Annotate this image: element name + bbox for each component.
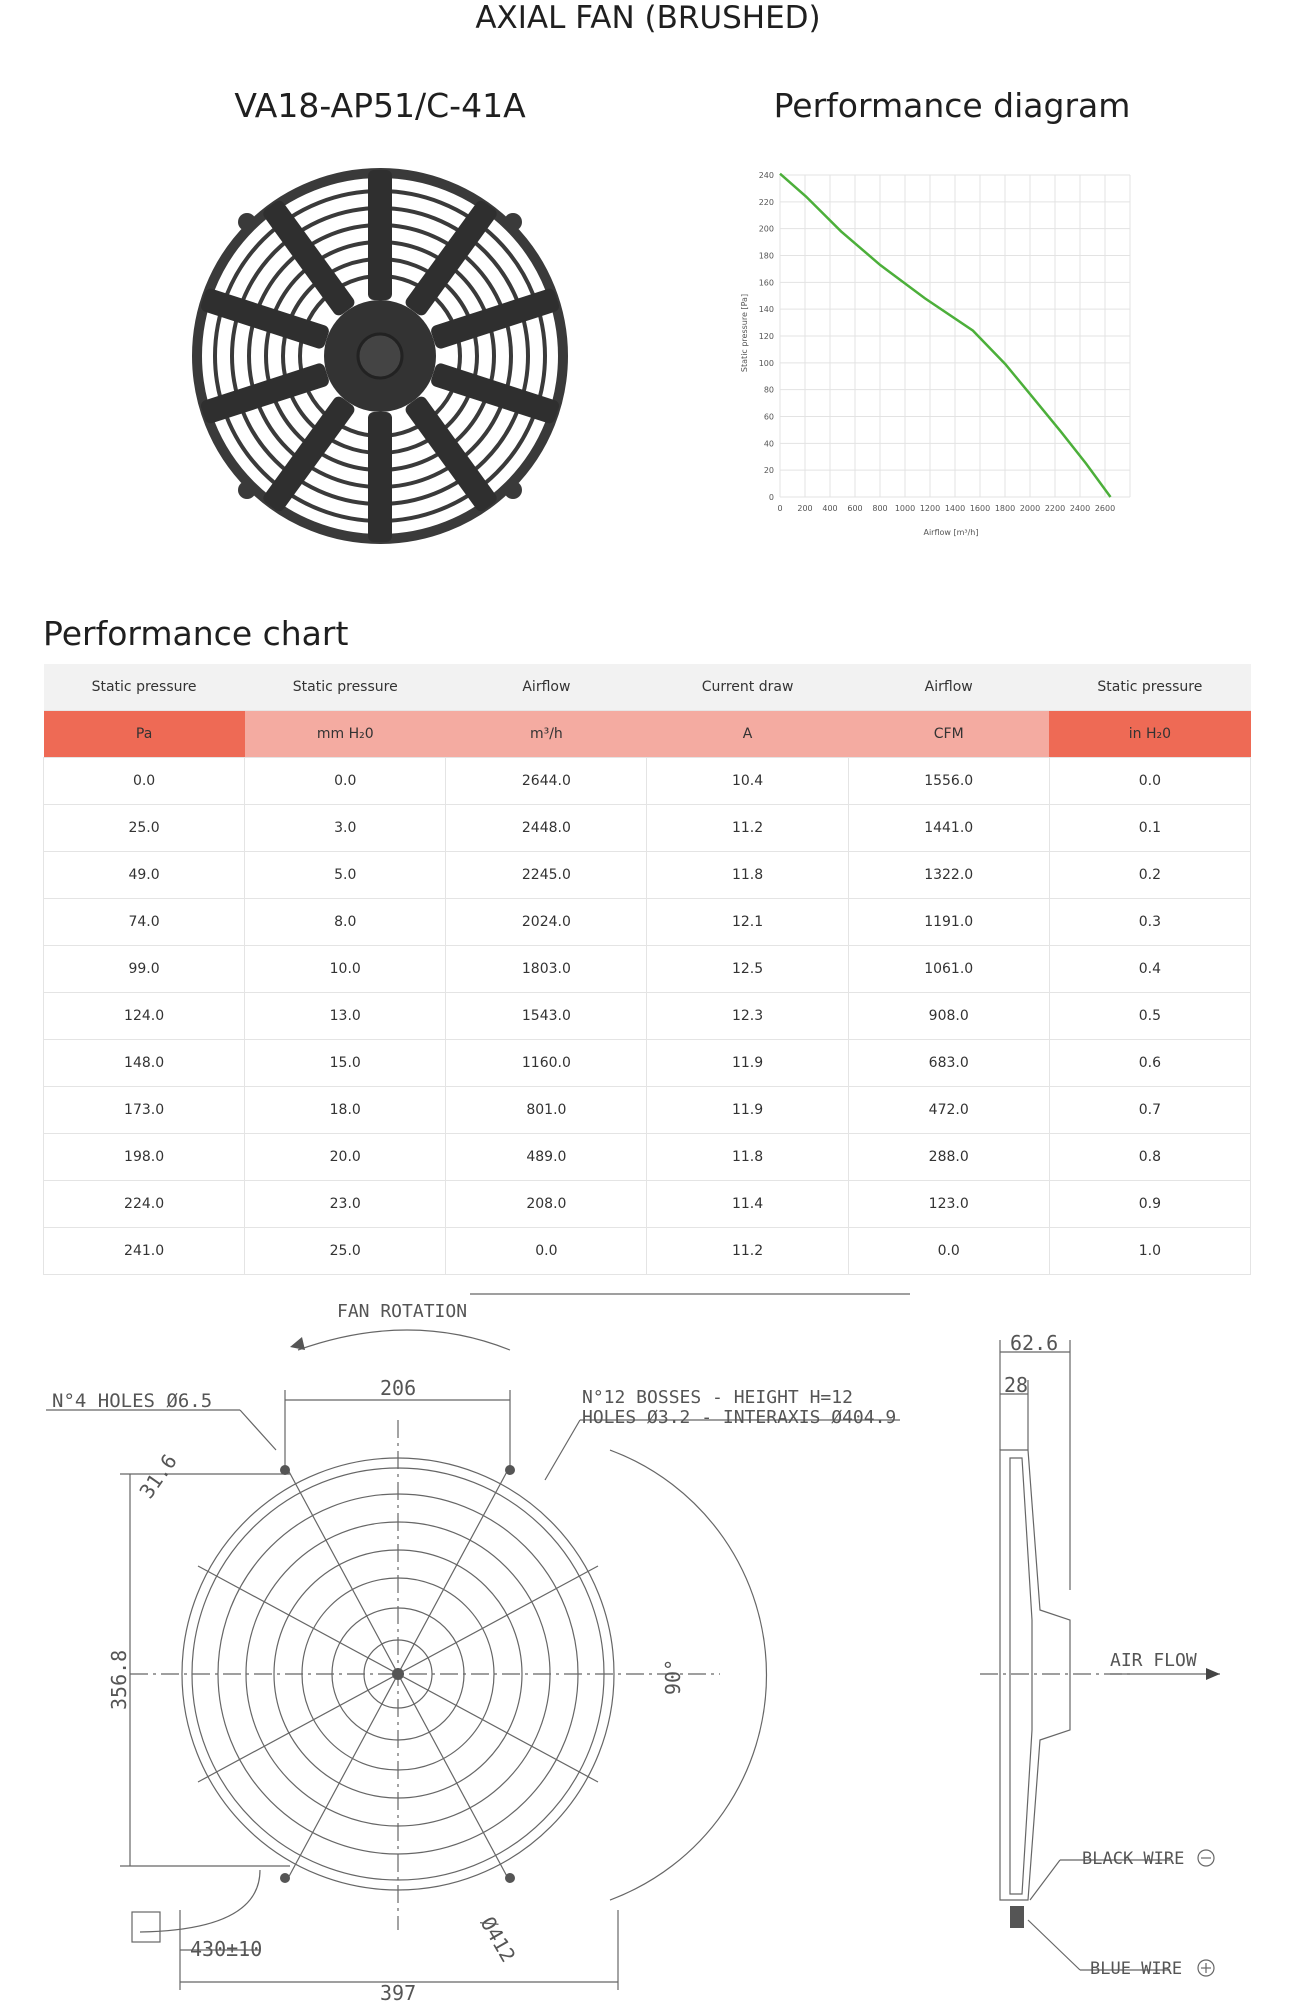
y-tick-label: 40 — [763, 439, 774, 449]
x-tick-label: 400 — [822, 504, 838, 513]
table-cell: 123.0 — [848, 1181, 1049, 1228]
table-cell: 0.1 — [1049, 805, 1250, 852]
x-tick-label: 1600 — [969, 504, 991, 513]
table-cell: 224.0 — [44, 1181, 245, 1228]
table-cell: 11.9 — [647, 1087, 848, 1134]
table-row — [44, 993, 1251, 1040]
x-tick-label: 1200 — [919, 504, 941, 513]
x-tick-label: 2600 — [1094, 504, 1116, 513]
table-row — [44, 852, 1251, 899]
table-cell: 2448.0 — [446, 805, 647, 852]
table-cell: 23.0 — [245, 1181, 446, 1228]
x-tick-label: 1800 — [994, 504, 1016, 513]
unit-cell: Pa — [44, 711, 245, 758]
bosses-label-1: N°12 BOSSES - HEIGHT H=12 — [582, 1387, 853, 1408]
table-cell: 1556.0 — [848, 758, 1049, 805]
unit-cell: A — [647, 711, 848, 758]
table-cell: 801.0 — [446, 1087, 647, 1134]
model-title: VA18-AP51/C-41A — [234, 86, 526, 125]
table-row — [44, 805, 1251, 852]
table-row — [44, 1087, 1251, 1134]
table-cell: 25.0 — [245, 1228, 446, 1275]
front-technical-drawing — [40, 1290, 940, 2002]
table-cell: 288.0 — [848, 1134, 1049, 1181]
table-cell: 0.9 — [1049, 1181, 1250, 1228]
table-cell: 11.4 — [647, 1181, 848, 1228]
table-cell: 2245.0 — [446, 852, 647, 899]
y-axis-ticks — [759, 171, 774, 502]
table-cell: 18.0 — [245, 1087, 446, 1134]
table-cell: 10.4 — [647, 758, 848, 805]
dim-28: 28 — [1004, 1373, 1029, 1397]
dim-62-6: 62.6 — [1010, 1331, 1059, 1355]
holes-label: N°4 HOLES Ø6.5 — [52, 1390, 213, 1412]
table-row — [44, 1228, 1251, 1275]
x-tick-label: 2400 — [1069, 504, 1091, 513]
table-cell: 20.0 — [245, 1134, 446, 1181]
table-row — [44, 1181, 1251, 1228]
table-cell: 15.0 — [245, 1040, 446, 1087]
table-header-row — [44, 664, 1251, 711]
y-tick-label: 240 — [758, 171, 774, 180]
table-cell: 2644.0 — [446, 758, 647, 805]
col-header: Static pressure — [44, 664, 245, 711]
y-tick-label: 120 — [758, 332, 774, 341]
x-tick-label: 2000 — [1019, 504, 1041, 513]
black-wire-label: BLACK WIRE — [1082, 1849, 1185, 1869]
y-tick-label: 160 — [758, 278, 774, 288]
table-cell: 0.5 — [1049, 993, 1250, 1040]
dim-397: 397 — [380, 1981, 417, 2002]
table-cell: 1322.0 — [848, 852, 1049, 899]
x-tick-label: 0 — [777, 504, 783, 513]
table-row — [44, 1134, 1251, 1181]
table-cell: 173.0 — [44, 1087, 245, 1134]
dim-206: 206 — [380, 1376, 417, 1400]
unit-cell: CFM — [848, 711, 1049, 758]
x-tick-label: 1000 — [894, 504, 916, 513]
y-tick-label: 180 — [758, 251, 774, 261]
table-units-row — [44, 711, 1251, 758]
x-tick-label: 600 — [847, 504, 863, 513]
table-cell: 11.8 — [647, 852, 848, 899]
table-cell: 124.0 — [44, 993, 245, 1040]
table-cell: 0.0 — [44, 758, 245, 805]
y-tick-label: 0 — [768, 493, 774, 502]
table-cell: 148.0 — [44, 1040, 245, 1087]
table-row — [44, 899, 1251, 946]
table-cell: 1160.0 — [446, 1040, 647, 1087]
table-cell: 1191.0 — [848, 899, 1049, 946]
table-cell: 11.2 — [647, 1228, 848, 1275]
bosses-label-2: HOLES Ø3.2 - INTERAXIS Ø404.9 — [582, 1407, 897, 1428]
table-cell: 11.9 — [647, 1040, 848, 1087]
y-tick-label: 200 — [758, 224, 774, 234]
table-cell: 74.0 — [44, 899, 245, 946]
col-header: Current draw — [647, 664, 848, 711]
dim-430: 430±10 — [190, 1937, 263, 1961]
table-cell: 908.0 — [848, 993, 1049, 1040]
x-axis-label: Airflow [m³/h] — [923, 528, 979, 537]
table-cell: 0.3 — [1049, 899, 1250, 946]
table-row — [44, 946, 1251, 993]
table-cell: 1441.0 — [848, 805, 1049, 852]
table-cell: 3.0 — [245, 805, 446, 852]
table-cell: 1061.0 — [848, 946, 1049, 993]
table-cell: 683.0 — [848, 1040, 1049, 1087]
side-technical-drawing — [970, 1290, 1290, 2002]
performance-chart-title: Performance chart — [43, 614, 349, 653]
table-cell: 12.1 — [647, 899, 848, 946]
table-cell: 472.0 — [848, 1087, 1049, 1134]
table-cell: 11.2 — [647, 805, 848, 852]
dim-31-6: 31.6 — [134, 1449, 182, 1503]
table-cell: 208.0 — [446, 1181, 647, 1228]
table-cell: 0.2 — [1049, 852, 1250, 899]
blue-wire-label: BLUE WIRE — [1090, 1959, 1183, 1979]
col-header: Airflow — [446, 664, 647, 711]
table-cell: 12.3 — [647, 993, 848, 1040]
table-cell: 0.4 — [1049, 946, 1250, 993]
dim-90: 90° — [661, 1658, 685, 1695]
y-tick-label: 140 — [758, 305, 774, 315]
fan-product-image — [185, 160, 575, 550]
y-tick-label: 80 — [763, 385, 774, 395]
table-cell: 25.0 — [44, 805, 245, 852]
x-axis-ticks — [777, 504, 1115, 513]
table-cell: 489.0 — [446, 1134, 647, 1181]
table-cell: 0.7 — [1049, 1087, 1250, 1134]
table-cell: 2024.0 — [446, 899, 647, 946]
table-cell: 5.0 — [245, 852, 446, 899]
col-header: Static pressure — [245, 664, 446, 711]
table-cell: 0.0 — [1049, 758, 1250, 805]
table-cell: 1803.0 — [446, 946, 647, 993]
table-cell: 99.0 — [44, 946, 245, 993]
performance-diagram — [735, 165, 1155, 555]
table-cell: 49.0 — [44, 852, 245, 899]
dim-356-8: 356.8 — [107, 1649, 131, 1710]
table-body — [44, 758, 1251, 1275]
col-header: Airflow — [848, 664, 1049, 711]
y-tick-label: 220 — [758, 197, 774, 207]
col-header: Static pressure — [1049, 664, 1250, 711]
unit-cell: m³/h — [446, 711, 647, 758]
table-cell: 8.0 — [245, 899, 446, 946]
table-cell: 241.0 — [44, 1228, 245, 1275]
performance-diagram-title: Performance diagram — [773, 86, 1131, 125]
y-tick-label: 60 — [763, 412, 774, 422]
table-cell: 13.0 — [245, 993, 446, 1040]
table-cell: 198.0 — [44, 1134, 245, 1181]
table-cell: 1.0 — [1049, 1228, 1250, 1275]
x-tick-label: 200 — [797, 504, 813, 513]
page-title: AXIAL FAN (BRUSHED) — [475, 0, 821, 36]
unit-cell: mm H₂0 — [245, 711, 446, 758]
table-cell: 0.6 — [1049, 1040, 1250, 1087]
y-tick-label: 20 — [763, 466, 774, 476]
y-axis-label: Static pressure [Pa] — [740, 293, 749, 373]
table-row — [44, 758, 1251, 805]
table-cell: 12.5 — [647, 946, 848, 993]
table-cell: 11.8 — [647, 1134, 848, 1181]
table-cell: 0.0 — [446, 1228, 647, 1275]
x-tick-label: 1400 — [944, 504, 966, 513]
performance-table — [43, 664, 1251, 1275]
table-row — [44, 1040, 1251, 1087]
table-cell: 0.0 — [848, 1228, 1049, 1275]
fan-rotation-label: FAN ROTATION — [337, 1301, 468, 1322]
y-tick-label: 100 — [758, 358, 774, 368]
air-flow-label: AIR FLOW — [1110, 1650, 1197, 1671]
x-tick-label: 800 — [872, 504, 888, 513]
unit-cell: in H₂0 — [1049, 711, 1250, 758]
table-cell: 10.0 — [245, 946, 446, 993]
table-cell: 0.0 — [245, 758, 446, 805]
dim-412: Ø412 — [475, 1912, 521, 1967]
x-tick-label: 2200 — [1044, 504, 1066, 513]
table-cell: 0.8 — [1049, 1134, 1250, 1181]
table-cell: 1543.0 — [446, 993, 647, 1040]
